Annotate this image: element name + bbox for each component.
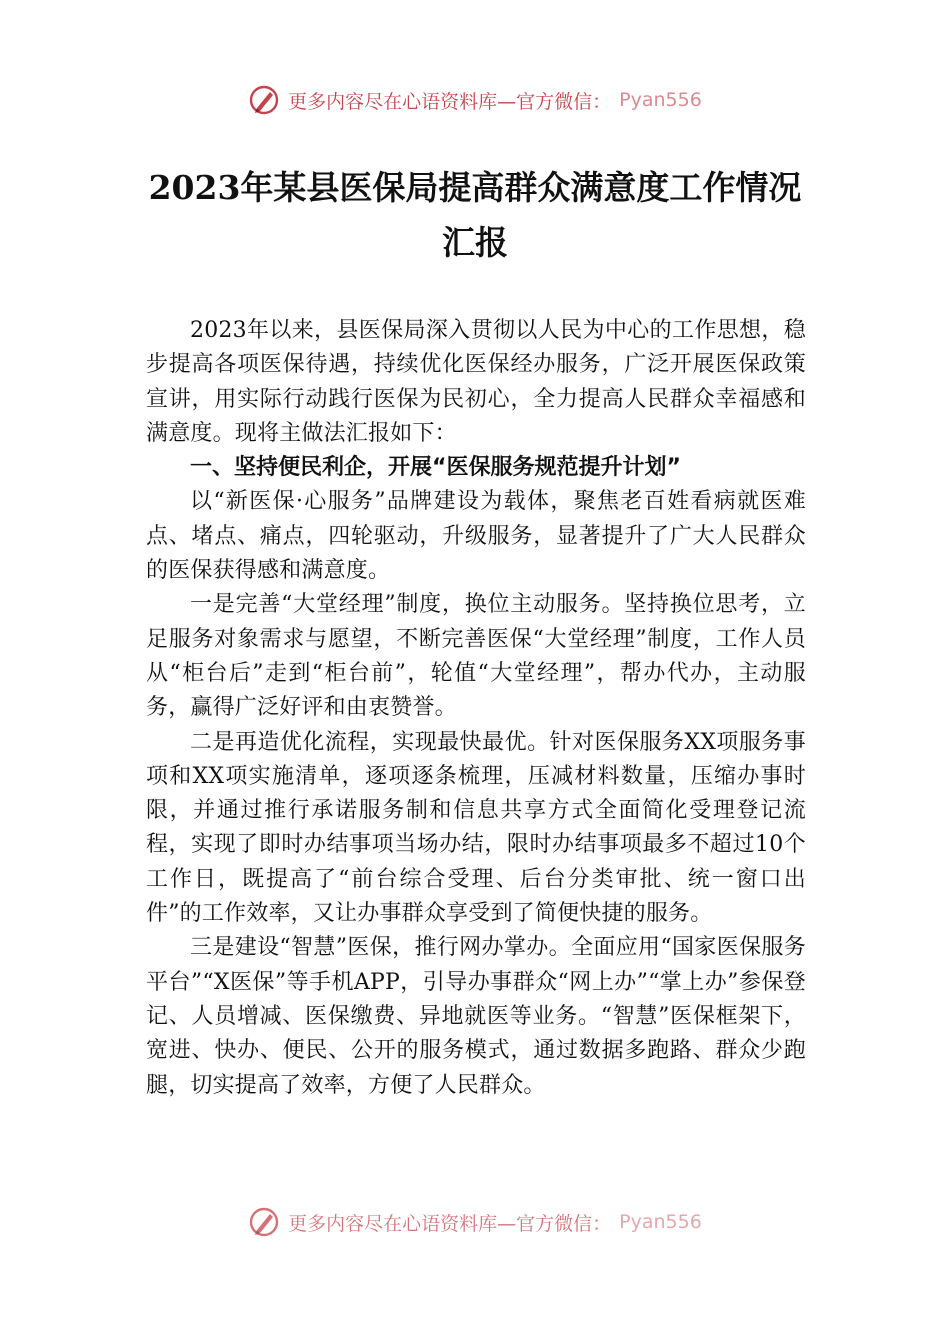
pen-logo-icon	[248, 1206, 280, 1238]
pen-logo-icon	[248, 84, 280, 116]
body-paragraph: 以“新医保·心服务”品牌建设为载体，聚焦老百姓看病就医难点、堵点、痛点，四轮驱动，升级服务，显著提升了广大人民群众的医保获得感和满意度。	[146, 489, 806, 584]
body-paragraph: 一是完善“大堂经理”制度，换位主动服务。坚持换位思考，立足服务对象需求与愿望，不断完善医保“大堂经理”制度，工作人员从“柜台后”走到“柜台前”，轮值“大堂经理”，帮办代办，主动服务，赢得广泛好评和由衷赞誉。	[146, 592, 806, 721]
document-title: 2023年某县医保局提高群众满意度工作情况汇报	[148, 168, 802, 262]
section-heading-1: 一、坚持便民利企，开展“医保服务规范提升计划”	[190, 455, 681, 481]
document-body	[146, 314, 806, 1103]
body-paragraph: 三是建设“智慧”医保，推行网办掌办。全面应用“国家医保服务平台”“X医保”等手机APP，引导办事群众“网上办”“掌上办”参保登记、人员增减、医保缴费、异地就医等业务。“智慧”医保框架下，宽进、快办、便民、公开的服务模式，通过数据多跑路、群众少跑腿，切实提高了效率，方便了人民群众。	[146, 935, 806, 1098]
watermark-wechat-id: Pyan556	[619, 1211, 702, 1233]
watermark-text: 更多内容尽在心语资料库—官方微信：	[288, 90, 612, 113]
body-paragraph: 二是再造优化流程，实现最快最优。针对医保服务XX项服务事项和XX项实施清单，逐项逐条梳理，压减材料数量，压缩办事时限，并通过推行承诺服务制和信息共享方式全面简化受理登记流程，实现了即时办结事项当场办结，限时办结事项最多不超过10个工作日，既提高了“前台综合受理、后台分类审批、统一窗口出件”的工作效率，又让办事群众享受到了简便快捷的服务。	[146, 729, 806, 927]
intro-paragraph: 2023年以来，县医保局深入贯彻以人民为中心的工作思想，稳步提高各项医保待遇，持续优化医保经办服务，广泛开展医保政策宣讲，用实际行动践行医保为民初心，全力提高人民群众幸福感和满意度。现将主做法汇报如下：	[146, 318, 806, 446]
watermark-wechat-id: Pyan556	[619, 89, 702, 111]
footer-watermark	[0, 1206, 950, 1238]
header-watermark	[0, 84, 950, 116]
watermark-text: 更多内容尽在心语资料库—官方微信：	[288, 1212, 612, 1235]
